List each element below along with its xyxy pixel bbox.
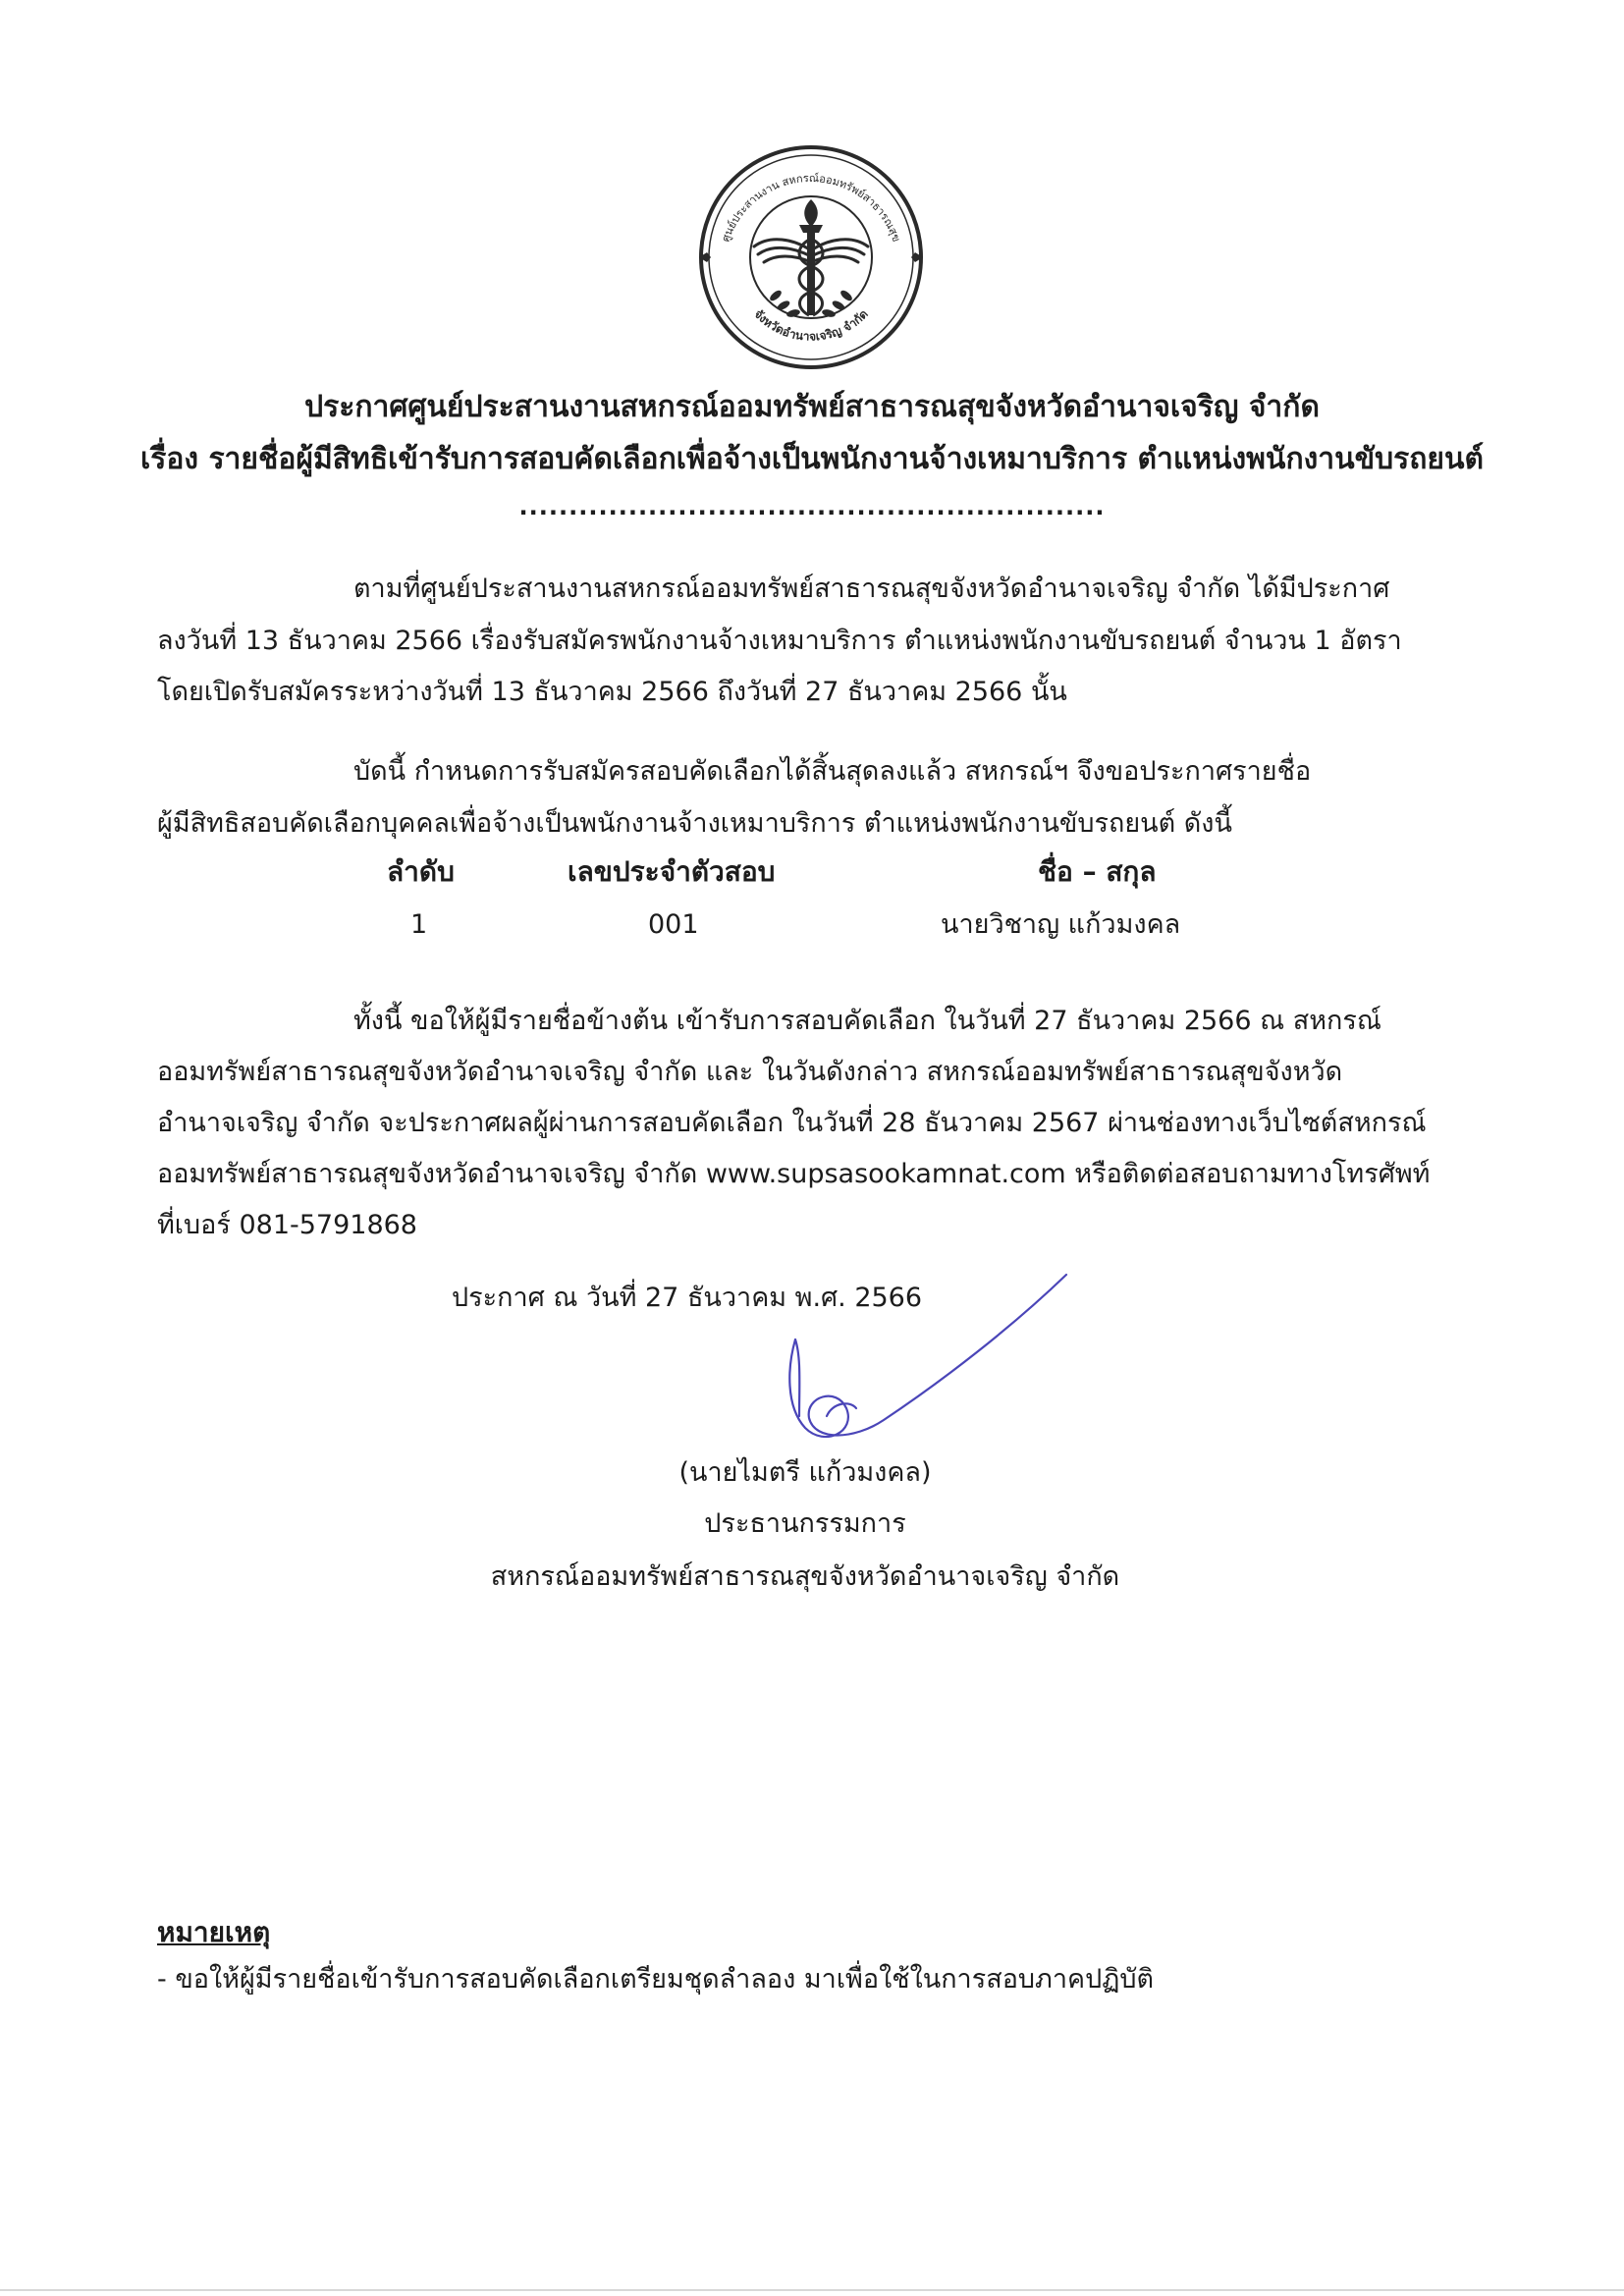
cell-order: 1 (410, 909, 428, 940)
cell-exam-id: 001 (648, 909, 699, 940)
remark-title: หมายเหตุ (157, 1916, 271, 1948)
col-header-exam-id: เลขประจำตัวสอบ (568, 855, 776, 888)
cooperative-seal-icon (685, 140, 937, 374)
announcement-subject: เรื่อง รายชื่อผู้มีสิทธิเข้ารับการสอบคัดเลือกเพื่อจ้างเป็นพนักงานจ้างเหมาบริการ ตำแหน่งพนักงานขับรถยนต์ (139, 442, 1485, 476)
remark-item: - ขอให้ผู้มีรายชื่อเข้ารับการสอบคัดเลือกเตรียมชุดลำลอง มาเพื่อใช้ในการสอบภาคปฏิบัติ (157, 1964, 1155, 1995)
announcement-date: ประกาศ ณ วันที่ 27 ธันวาคม พ.ศ. 2566 (452, 1283, 923, 1313)
seal-top-text: ศูนย์ประสานงาน สหกรณ์ออมทรัพย์สาธารณสุข (719, 171, 903, 244)
announcement-title: ประกาศศูนย์ประสานงานสหกรณ์ออมทรัพย์สาธารณสุขจังหวัดอำนาจเจริญ จำกัด (304, 390, 1320, 424)
para3-line-3: อำนาจเจริญ จำกัด จะประกาศผลผู้ผ่านการสอบคัดเลือก ในวันที่ 28 ธันวาคม 2567 ผ่านช่องทางเว็บไซต์สหกรณ์ (157, 1108, 1427, 1138)
para2-line-1: บัดนี้ กำหนดการรับสมัครสอบคัดเลือกได้สิ้นสุดลงแล้ว สหกรณ์ฯ จึงขอประกาศรายชื่อ (353, 756, 1312, 787)
para3-line-4: ออมทรัพย์สาธารณสุขจังหวัดอำนาจเจริญ จำกัด www.supsasookamnat.com หรือติดต่อสอบถามทางโทรศัพท์ (157, 1159, 1431, 1189)
para3-line-1: ทั้งนี้ ขอให้ผู้มีรายชื่อข้างต้น เข้ารับการสอบคัดเลือก ในวันที่ 27 ธันวาคม 2566 ณ สหกรณ์ (353, 1006, 1381, 1036)
seal-bottom-text: จังหวัดอำนาจเจริญ จำกัด (751, 306, 871, 344)
signature-icon (766, 1259, 1080, 1455)
signer-name: (นายไมตรี แก้วมงคล) (678, 1457, 932, 1488)
para3-line-5: ที่เบอร์ 081-5791868 (157, 1210, 417, 1240)
title-divider: ........................................................... (518, 493, 1106, 520)
col-header-order: ลำดับ (387, 855, 455, 888)
col-header-name: ชื่อ – สกุล (1038, 855, 1157, 888)
para1-line-2: ลงวันที่ 13 ธันวาคม 2566 เรื่องรับสมัครพนักงานจ้างเหมาบริการ ตำแหน่งพนักงานขับรถยนต์ จำนวน 1 อัตรา (157, 626, 1402, 656)
signer-organization: สหกรณ์ออมทรัพย์สาธารณสุขจังหวัดอำนาจเจริญ จำกัด (490, 1561, 1120, 1592)
para2-line-2: ผู้มีสิทธิสอบคัดเลือกบุคคลเพื่อจ้างเป็นพนักงานจ้างเหมาบริการ ตำแหน่งพนักงานขับรถยนต์ ดังนี้ (157, 808, 1232, 839)
para1-line-1: ตามที่ศูนย์ประสานงานสหกรณ์ออมทรัพย์สาธารณสุขจังหวัดอำนาจเจริญ จำกัด ได้มีประกาศ (353, 574, 1390, 604)
signer-position: ประธานกรรมการ (704, 1508, 906, 1539)
para1-line-3: โดยเปิดรับสมัครระหว่างวันที่ 13 ธันวาคม 2566 ถึงวันที่ 27 ธันวาคม 2566 นั้น (157, 677, 1067, 707)
para3-line-2: ออมทรัพย์สาธารณสุขจังหวัดอำนาจเจริญ จำกัด และ ในวันดังกล่าว สหกรณ์ออมทรัพย์สาธารณสุขจังหวัด (157, 1057, 1343, 1087)
page-bottom-rule (0, 2289, 1624, 2291)
cell-name: นายวิชาญ แก้วมงคล (941, 909, 1181, 940)
